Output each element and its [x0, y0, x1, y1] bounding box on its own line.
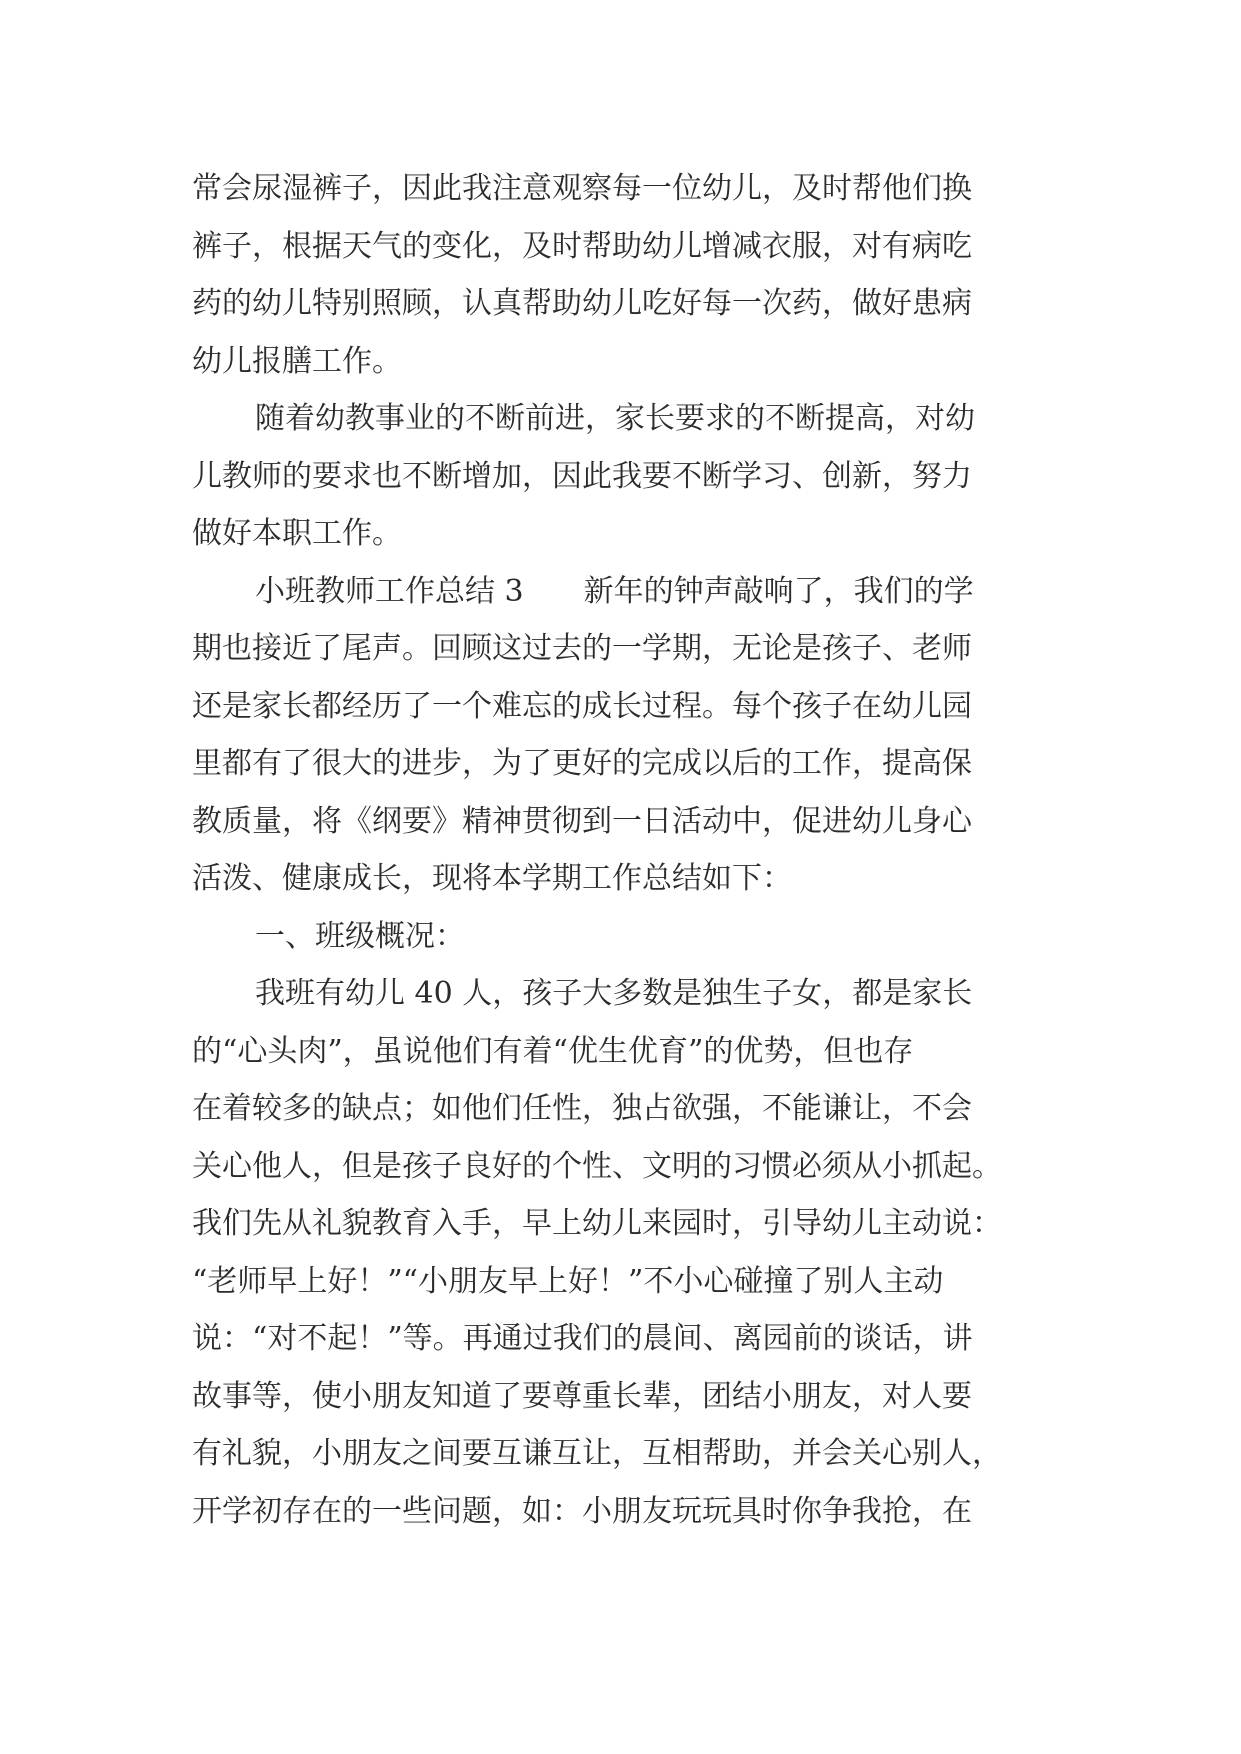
text-line: 关心他人，但是孩子良好的个性、文明的习惯必须从小抓起。 [192, 1148, 1002, 1184]
text-line: 的“心头肉”，虽说他们有着“优生优育”的优势，但也存 [192, 1033, 914, 1069]
text-line: 还是家长都经历了一个难忘的成长过程。每个孩子在幼儿园 [192, 688, 972, 724]
text-line: 教质量，将《纲要》精神贯彻到一日活动中，促进幼儿身心 [192, 803, 972, 839]
text-line: 期也接近了尾声。回顾这过去的一学期，无论是孩子、老师 [192, 631, 972, 666]
text-line: 裤子，根据天气的变化，及时帮助幼儿增减衣服，对有病吃 [192, 228, 972, 264]
text-line: 一、班级概况： [255, 918, 465, 954]
text-line: 药的幼儿特别照顾，认真帮助幼儿吃好每一次药，做好患病 [192, 286, 972, 321]
text-line: 小班教师工作总结 3 新年的钟声敲响了，我们的学 [255, 573, 974, 609]
text-line: 开学初存在的一些问题，如：小朋友玩玩具时你争我抢，在 [192, 1493, 972, 1529]
text-line: 我班有幼儿 40 人，孩子大多数是独生子女，都是家长 [255, 976, 973, 1011]
text-line: 幼儿报膳工作。 [192, 343, 402, 379]
text-line: 做好本职工作。 [192, 516, 402, 551]
body-text [192, 160, 1052, 1540]
text-line: 在着较多的缺点；如他们任性，独占欲强，不能谦让，不会 [192, 1091, 972, 1126]
text-line: 故事等，使小朋友知道了要尊重长辈，团结小朋友，对人要 [192, 1378, 972, 1414]
text-line: 我们先从礼貌教育入手，早上幼儿来园时，引导幼儿主动说： [192, 1206, 1002, 1241]
text-line: 里都有了很大的进步，为了更好的完成以后的工作，提高保 [192, 746, 972, 781]
text-line: 活泼、健康成长，现将本学期工作总结如下： [192, 861, 792, 896]
text-line: 儿教师的要求也不断增加，因此我要不断学习、创新，努力 [192, 458, 972, 494]
text-line: 有礼貌，小朋友之间要互谦互让，互相帮助，并会关心别人， [192, 1436, 1002, 1471]
text-line: 随着幼教事业的不断前进，家长要求的不断提高，对幼 [255, 401, 975, 436]
text-line: 说：“对不起！”等。再通过我们的晨间、离园前的谈话，讲 [192, 1321, 973, 1356]
text-line: 常会尿湿裤子，因此我注意观察每一位幼儿，及时帮他们换 [192, 171, 972, 206]
text-line: “老师早上好！”“小朋友早上好！”不小心碰撞了别人主动 [192, 1263, 944, 1299]
